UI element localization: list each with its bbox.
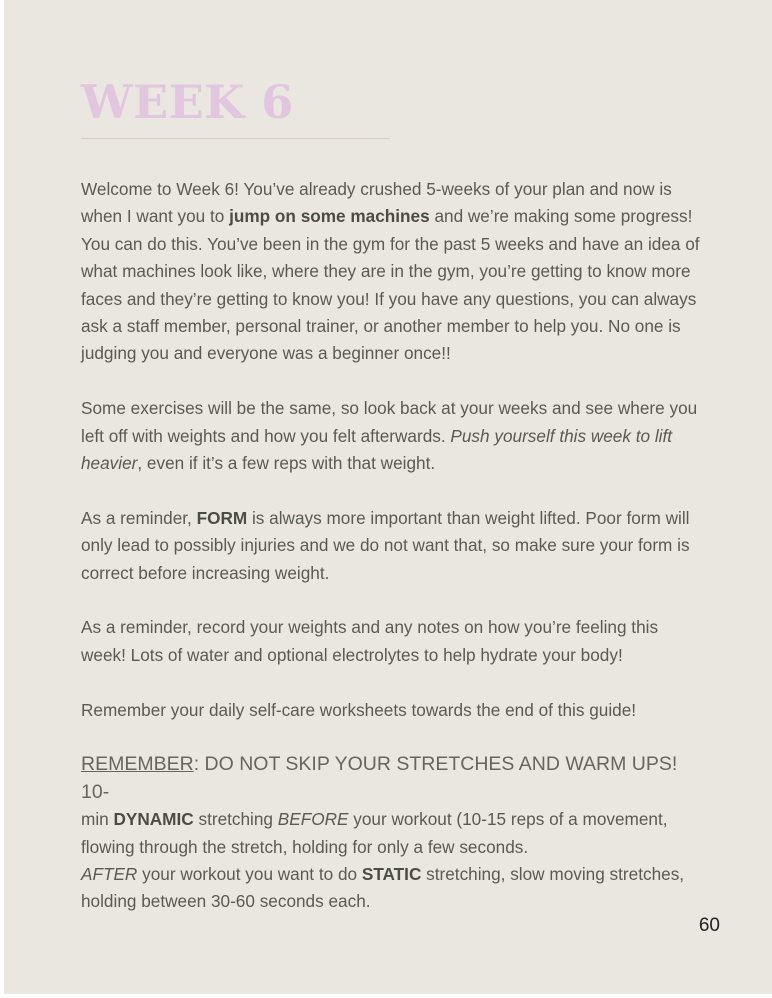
body-text <box>81 176 706 943</box>
text-run: , even if it’s a few reps with that weight. <box>137 453 436 474</box>
text-run: min <box>81 809 114 830</box>
text-run: stretching, slow moving stretches, holding between 30-60 seconds each. <box>81 864 685 912</box>
text-run: Some exercises will be the same, so look back at your weeks and see where you left off with weights and how you felt afterwards. <box>81 398 698 446</box>
bold-text: STATIC <box>361 864 422 885</box>
text-run: As a reminder, <box>81 507 197 528</box>
text-run: is always more important than weight lifted. Poor form will only lead to possibly injuries and we do not want that, so make sure your form is correct before increasing weight. <box>81 507 690 583</box>
paragraph-self-care: Remember your daily self-care worksheets towards the end of this guide! <box>81 699 637 720</box>
bold-text: FORM <box>196 507 248 528</box>
page-number: 60 <box>698 915 720 936</box>
title-divider <box>81 138 390 139</box>
document-page <box>4 0 772 994</box>
text-run: and we’re making some progress! You can do this. You’ve been in the gym for the past 5 weeks and have an idea of what machines look like, where they are in the gym, you’re getting to know more faces and they’re getting to know you! If you have any questions, you can always ask a staff member, personal trainer, or another member to help you. No one is judging you and everyone was a beginner once!! <box>81 206 700 364</box>
text-run: your workout (10-15 reps of a movement, flowing through the stretch, holding for only a few seconds. <box>81 809 668 857</box>
italic-text: BEFORE <box>277 809 349 830</box>
italic-text: Push yourself this week to lift heavier <box>81 425 673 474</box>
text-run: stretching <box>193 809 278 830</box>
text-run: Welcome to Week 6! You’ve already crushed 5-weeks of your plan and now is when I want you to <box>81 179 672 227</box>
italic-text: AFTER <box>81 864 138 885</box>
bold-text: jump on some machines <box>229 206 430 227</box>
paragraph-remember <box>81 751 706 915</box>
paragraph-exercises <box>81 395 706 477</box>
paragraph-record-weights: As a reminder, record your weights and any notes on how you’re feeling this week! Lots of water and optional electrolytes to help hydrate your body! <box>81 617 659 665</box>
paragraph-form <box>81 505 706 587</box>
remember-heading: : DO NOT SKIP YOUR STRETCHES AND WARM UPS! 10- <box>81 753 678 803</box>
text-run: your workout you want to do <box>137 864 362 885</box>
paragraph-welcome <box>81 176 706 368</box>
page-title: WEEK 6 <box>81 75 294 129</box>
bold-text: DYNAMIC <box>113 809 194 830</box>
remember-label: REMEMBER <box>81 753 194 776</box>
